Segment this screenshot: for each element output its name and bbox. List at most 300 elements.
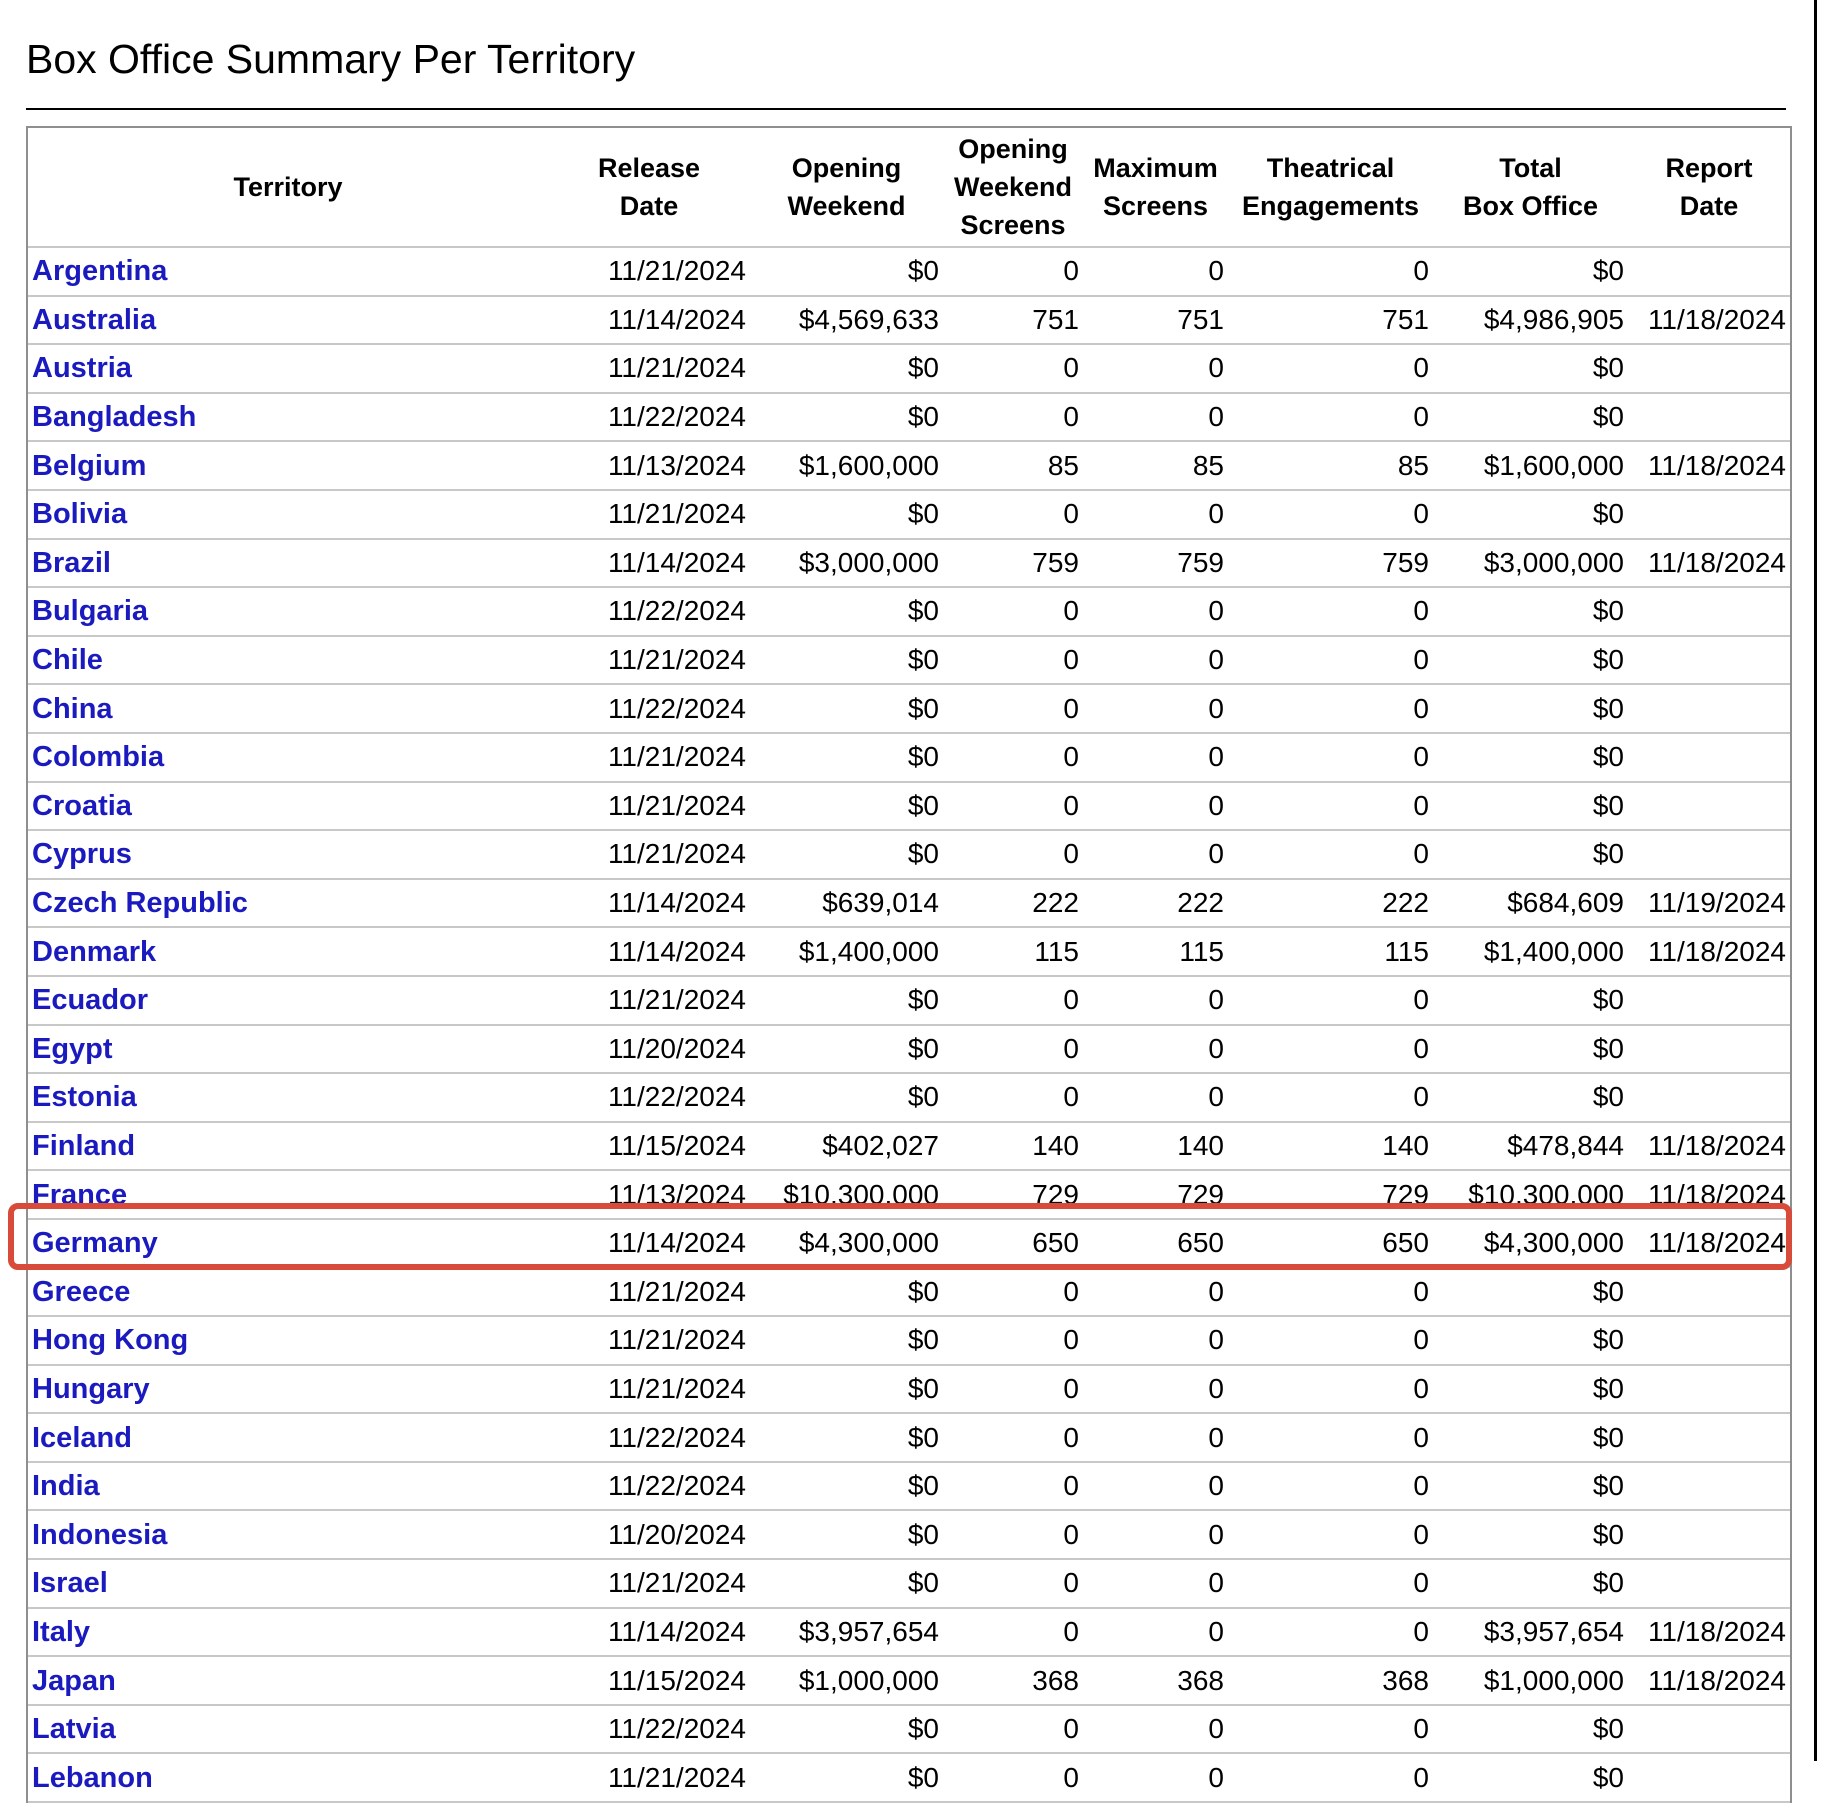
opening-weekend-cell: $0: [750, 1560, 943, 1609]
territory-cell: [28, 783, 548, 832]
territory-link[interactable]: Chile: [32, 644, 103, 677]
theatrical-engagements-cell: 0: [1228, 491, 1433, 540]
theatrical-engagements-cell: 0: [1228, 831, 1433, 880]
theatrical-engagements-cell: 0: [1228, 783, 1433, 832]
opening-weekend-screens-cell: 0: [943, 637, 1083, 686]
release-date-cell: 11/21/2024: [548, 345, 750, 394]
territory-link[interactable]: Estonia: [32, 1081, 137, 1114]
release-date-cell: 11/14/2024: [548, 928, 750, 977]
release-date-cell: 11/15/2024: [548, 1123, 750, 1172]
report-date-cell: [1628, 1026, 1790, 1075]
report-date-cell: [1628, 1268, 1790, 1317]
release-date-cell: 11/21/2024: [548, 491, 750, 540]
opening-weekend-cell: $0: [750, 1268, 943, 1317]
territory-link[interactable]: Bangladesh: [32, 401, 197, 434]
opening-weekend-cell: $0: [750, 345, 943, 394]
territory-link[interactable]: India: [32, 1470, 100, 1503]
territory-link[interactable]: Bolivia: [32, 498, 128, 531]
report-date-cell: [1628, 783, 1790, 832]
release-date-cell: 11/21/2024: [548, 1560, 750, 1609]
report-date-cell: 11/18/2024: [1628, 540, 1790, 589]
territory-link[interactable]: Denmark: [32, 935, 157, 968]
report-date-cell: [1628, 1463, 1790, 1512]
theatrical-engagements-cell: 0: [1228, 1706, 1433, 1755]
territory-link[interactable]: Indonesia: [32, 1518, 168, 1551]
total-box-office-cell: $0: [1433, 1754, 1628, 1803]
territory-link[interactable]: Germany: [32, 1227, 158, 1260]
opening-weekend-screens-cell: 368: [943, 1657, 1083, 1706]
table-row: [28, 1026, 1790, 1075]
territory-link[interactable]: Ecuador: [32, 984, 149, 1017]
territory-cell: [28, 831, 548, 880]
table-row: [28, 928, 1790, 977]
report-date-cell: 11/18/2024: [1628, 1220, 1790, 1269]
territory-cell: [28, 1074, 548, 1123]
territory-link[interactable]: Argentina: [32, 255, 168, 288]
maximum-screens-cell: 0: [1083, 1074, 1228, 1123]
maximum-screens-cell: 0: [1083, 734, 1228, 783]
territory-cell: [28, 442, 548, 491]
territory-link[interactable]: Japan: [32, 1664, 116, 1697]
maximum-screens-cell: 85: [1083, 442, 1228, 491]
release-date-cell: 11/22/2024: [548, 1414, 750, 1463]
opening-weekend-cell: $402,027: [750, 1123, 943, 1172]
total-box-office-cell: $3,957,654: [1433, 1609, 1628, 1658]
total-box-office-cell: $0: [1433, 1414, 1628, 1463]
opening-weekend-cell: $4,569,633: [750, 297, 943, 346]
report-date-cell: [1628, 977, 1790, 1026]
header-opening-weekend-screens: Opening Weekend Screens: [943, 128, 1083, 248]
table-body: [28, 248, 1790, 1803]
table-row: [28, 1463, 1790, 1512]
territory-cell: [28, 1268, 548, 1317]
territory-link[interactable]: Brazil: [32, 546, 111, 579]
release-date-cell: 11/14/2024: [548, 297, 750, 346]
opening-weekend-screens-cell: 759: [943, 540, 1083, 589]
opening-weekend-cell: $0: [750, 1754, 943, 1803]
release-date-cell: 11/21/2024: [548, 1317, 750, 1366]
maximum-screens-cell: 0: [1083, 831, 1228, 880]
report-date-cell: 11/18/2024: [1628, 1609, 1790, 1658]
opening-weekend-screens-cell: 222: [943, 880, 1083, 929]
table-row: [28, 1366, 1790, 1415]
theatrical-engagements-cell: 0: [1228, 248, 1433, 297]
territory-cell: [28, 540, 548, 589]
territory-link[interactable]: China: [32, 692, 113, 725]
report-date-cell: 11/18/2024: [1628, 297, 1790, 346]
release-date-cell: 11/14/2024: [548, 1609, 750, 1658]
territory-link[interactable]: France: [32, 1178, 128, 1211]
release-date-cell: 11/15/2024: [548, 1657, 750, 1706]
table-row: [28, 1123, 1790, 1172]
release-date-cell: 11/21/2024: [548, 1366, 750, 1415]
opening-weekend-screens-cell: 0: [943, 588, 1083, 637]
territory-cell: [28, 1754, 548, 1803]
territory-link[interactable]: Egypt: [32, 1032, 113, 1065]
maximum-screens-cell: 0: [1083, 345, 1228, 394]
theatrical-engagements-cell: 0: [1228, 1511, 1433, 1560]
territory-link[interactable]: Greece: [32, 1275, 131, 1308]
territory-link[interactable]: Hong Kong: [32, 1324, 189, 1357]
opening-weekend-screens-cell: 0: [943, 734, 1083, 783]
total-box-office-cell: $0: [1433, 588, 1628, 637]
total-box-office-cell: $0: [1433, 248, 1628, 297]
opening-weekend-cell: $0: [750, 1511, 943, 1560]
release-date-cell: 11/21/2024: [548, 783, 750, 832]
report-date-cell: 11/18/2024: [1628, 1123, 1790, 1172]
table-row: [28, 491, 1790, 540]
total-box-office-cell: $0: [1433, 977, 1628, 1026]
total-box-office-cell: $0: [1433, 1463, 1628, 1512]
total-box-office-cell: $0: [1433, 685, 1628, 734]
theatrical-engagements-cell: 0: [1228, 1414, 1433, 1463]
theatrical-engagements-cell: 0: [1228, 1268, 1433, 1317]
table-row: [28, 1317, 1790, 1366]
opening-weekend-screens-cell: 0: [943, 1463, 1083, 1512]
opening-weekend-screens-cell: 0: [943, 1511, 1083, 1560]
opening-weekend-cell: $0: [750, 1414, 943, 1463]
opening-weekend-screens-cell: 0: [943, 1414, 1083, 1463]
theatrical-engagements-cell: 140: [1228, 1123, 1433, 1172]
total-box-office-cell: $10,300,000: [1433, 1171, 1628, 1220]
table-row: [28, 783, 1790, 832]
table-row: [28, 637, 1790, 686]
table-row: [28, 1074, 1790, 1123]
theatrical-engagements-cell: 729: [1228, 1171, 1433, 1220]
report-date-cell: [1628, 1074, 1790, 1123]
report-date-cell: [1628, 1317, 1790, 1366]
territory-link[interactable]: Colombia: [32, 741, 165, 774]
territory-cell: [28, 1511, 548, 1560]
total-box-office-cell: $3,000,000: [1433, 540, 1628, 589]
opening-weekend-cell: $0: [750, 248, 943, 297]
territory-cell: [28, 685, 548, 734]
table-row: [28, 1171, 1790, 1220]
title-divider: [26, 108, 1786, 110]
total-box-office-cell: $684,609: [1433, 880, 1628, 929]
report-date-cell: 11/19/2024: [1628, 880, 1790, 929]
total-box-office-cell: $0: [1433, 491, 1628, 540]
release-date-cell: 11/13/2024: [548, 442, 750, 491]
report-date-cell: 11/18/2024: [1628, 442, 1790, 491]
territory-cell: [28, 491, 548, 540]
territory-cell: [28, 734, 548, 783]
territory-cell: [28, 1220, 548, 1269]
opening-weekend-cell: $639,014: [750, 880, 943, 929]
maximum-screens-cell: 0: [1083, 1754, 1228, 1803]
territory-cell: [28, 1123, 548, 1172]
release-date-cell: 11/21/2024: [548, 977, 750, 1026]
opening-weekend-screens-cell: 85: [943, 442, 1083, 491]
territory-link[interactable]: Hungary: [32, 1372, 150, 1405]
opening-weekend-screens-cell: 0: [943, 831, 1083, 880]
opening-weekend-screens-cell: 0: [943, 394, 1083, 443]
maximum-screens-cell: 140: [1083, 1123, 1228, 1172]
theatrical-engagements-cell: 0: [1228, 734, 1433, 783]
opening-weekend-screens-cell: 140: [943, 1123, 1083, 1172]
maximum-screens-cell: 115: [1083, 928, 1228, 977]
table-row: [28, 248, 1790, 297]
table-row: [28, 1414, 1790, 1463]
release-date-cell: 11/22/2024: [548, 1074, 750, 1123]
opening-weekend-cell: $0: [750, 1026, 943, 1075]
report-date-cell: 11/18/2024: [1628, 1171, 1790, 1220]
release-date-cell: 11/20/2024: [548, 1511, 750, 1560]
opening-weekend-screens-cell: 0: [943, 1609, 1083, 1658]
theatrical-engagements-cell: 0: [1228, 1754, 1433, 1803]
release-date-cell: 11/21/2024: [548, 1268, 750, 1317]
report-date-cell: [1628, 1560, 1790, 1609]
territory-link[interactable]: Latvia: [32, 1713, 116, 1746]
release-date-cell: 11/22/2024: [548, 1706, 750, 1755]
report-date-cell: [1628, 248, 1790, 297]
header-report-date: Report Date: [1628, 128, 1790, 248]
total-box-office-cell: $0: [1433, 783, 1628, 832]
theatrical-engagements-cell: 0: [1228, 588, 1433, 637]
theatrical-engagements-cell: 0: [1228, 1317, 1433, 1366]
maximum-screens-cell: 0: [1083, 783, 1228, 832]
table-row: [28, 297, 1790, 346]
theatrical-engagements-cell: 85: [1228, 442, 1433, 491]
maximum-screens-cell: 0: [1083, 394, 1228, 443]
table-row: [28, 1220, 1790, 1269]
release-date-cell: 11/22/2024: [548, 394, 750, 443]
theatrical-engagements-cell: 368: [1228, 1657, 1433, 1706]
theatrical-engagements-cell: 0: [1228, 1609, 1433, 1658]
opening-weekend-screens-cell: 0: [943, 685, 1083, 734]
opening-weekend-cell: $0: [750, 783, 943, 832]
territory-link[interactable]: Finland: [32, 1129, 136, 1162]
maximum-screens-cell: 0: [1083, 248, 1228, 297]
territory-cell: [28, 928, 548, 977]
table-header-row: [28, 128, 1790, 248]
territory-cell: [28, 977, 548, 1026]
table-row: [28, 540, 1790, 589]
total-box-office-cell: $0: [1433, 831, 1628, 880]
header-territory: Territory: [28, 128, 548, 248]
opening-weekend-cell: $0: [750, 1463, 943, 1512]
territory-link[interactable]: Croatia: [32, 789, 132, 822]
maximum-screens-cell: 759: [1083, 540, 1228, 589]
theatrical-engagements-cell: 0: [1228, 394, 1433, 443]
total-box-office-cell: $0: [1433, 1511, 1628, 1560]
total-box-office-cell: $1,000,000: [1433, 1657, 1628, 1706]
territory-link[interactable]: Lebanon: [32, 1761, 153, 1794]
table-row: [28, 588, 1790, 637]
release-date-cell: 11/21/2024: [548, 831, 750, 880]
table-row: [28, 685, 1790, 734]
report-date-cell: [1628, 831, 1790, 880]
table-row: [28, 831, 1790, 880]
opening-weekend-cell: $0: [750, 977, 943, 1026]
total-box-office-cell: $0: [1433, 1074, 1628, 1123]
opening-weekend-screens-cell: 115: [943, 928, 1083, 977]
release-date-cell: 11/22/2024: [548, 588, 750, 637]
table-row: [28, 977, 1790, 1026]
territory-link[interactable]: Israel: [32, 1567, 108, 1600]
territory-link[interactable]: Iceland: [32, 1421, 132, 1454]
theatrical-engagements-cell: 0: [1228, 1026, 1433, 1075]
maximum-screens-cell: 0: [1083, 1511, 1228, 1560]
maximum-screens-cell: 0: [1083, 1026, 1228, 1075]
territory-link[interactable]: Cyprus: [32, 838, 132, 871]
territory-link[interactable]: Austria: [32, 352, 132, 385]
territory-link[interactable]: Italy: [32, 1615, 91, 1648]
maximum-screens-cell: 0: [1083, 1268, 1228, 1317]
territory-cell: [28, 1026, 548, 1075]
territory-cell: [28, 637, 548, 686]
report-date-cell: [1628, 1754, 1790, 1803]
opening-weekend-cell: $0: [750, 491, 943, 540]
opening-weekend-screens-cell: 0: [943, 1268, 1083, 1317]
report-date-cell: [1628, 345, 1790, 394]
table-row: [28, 1706, 1790, 1755]
theatrical-engagements-cell: 0: [1228, 345, 1433, 394]
opening-weekend-cell: $3,000,000: [750, 540, 943, 589]
theatrical-engagements-cell: 759: [1228, 540, 1433, 589]
release-date-cell: 11/13/2024: [548, 1171, 750, 1220]
opening-weekend-cell: $1,000,000: [750, 1657, 943, 1706]
total-box-office-cell: $0: [1433, 1268, 1628, 1317]
opening-weekend-cell: $0: [750, 637, 943, 686]
total-box-office-cell: $0: [1433, 1706, 1628, 1755]
theatrical-engagements-cell: 0: [1228, 977, 1433, 1026]
total-box-office-cell: $0: [1433, 1026, 1628, 1075]
opening-weekend-cell: $0: [750, 1074, 943, 1123]
theatrical-engagements-cell: 0: [1228, 637, 1433, 686]
opening-weekend-cell: $0: [750, 1706, 943, 1755]
opening-weekend-screens-cell: 729: [943, 1171, 1083, 1220]
territory-link[interactable]: Czech Republic: [32, 887, 248, 920]
theatrical-engagements-cell: 115: [1228, 928, 1433, 977]
opening-weekend-cell: $1,600,000: [750, 442, 943, 491]
maximum-screens-cell: 0: [1083, 1414, 1228, 1463]
report-date-cell: [1628, 1414, 1790, 1463]
maximum-screens-cell: 729: [1083, 1171, 1228, 1220]
opening-weekend-cell: $0: [750, 685, 943, 734]
release-date-cell: 11/14/2024: [548, 540, 750, 589]
territory-cell: [28, 1414, 548, 1463]
header-total-box-office: Total Box Office: [1433, 128, 1628, 248]
theatrical-engagements-cell: 0: [1228, 1463, 1433, 1512]
release-date-cell: 11/14/2024: [548, 1220, 750, 1269]
territory-link[interactable]: Australia: [32, 303, 157, 336]
total-box-office-cell: $0: [1433, 637, 1628, 686]
territory-link[interactable]: Bulgaria: [32, 595, 149, 628]
territory-cell: [28, 297, 548, 346]
report-date-cell: [1628, 588, 1790, 637]
release-date-cell: 11/22/2024: [548, 685, 750, 734]
header-theatrical-engagements: Theatrical Engagements: [1228, 128, 1433, 248]
total-box-office-cell: $0: [1433, 345, 1628, 394]
table-row: [28, 394, 1790, 443]
opening-weekend-screens-cell: 0: [943, 1317, 1083, 1366]
opening-weekend-cell: $1,400,000: [750, 928, 943, 977]
page-title: Box Office Summary Per Territory: [26, 36, 636, 82]
page-scrollbar-edge: [1814, 0, 1817, 1761]
report-date-cell: [1628, 734, 1790, 783]
report-date-cell: [1628, 394, 1790, 443]
total-box-office-cell: $0: [1433, 1317, 1628, 1366]
table-row: [28, 1609, 1790, 1658]
territory-cell: [28, 394, 548, 443]
theatrical-engagements-cell: 0: [1228, 1074, 1433, 1123]
report-date-cell: 11/18/2024: [1628, 1657, 1790, 1706]
opening-weekend-cell: $10,300,000: [750, 1171, 943, 1220]
maximum-screens-cell: 0: [1083, 1366, 1228, 1415]
report-date-cell: [1628, 1366, 1790, 1415]
opening-weekend-cell: $0: [750, 394, 943, 443]
maximum-screens-cell: 222: [1083, 880, 1228, 929]
table-row: [28, 734, 1790, 783]
opening-weekend-screens-cell: 0: [943, 977, 1083, 1026]
territory-cell: [28, 1657, 548, 1706]
header-maximum-screens: Maximum Screens: [1083, 128, 1228, 248]
opening-weekend-screens-cell: 0: [943, 1026, 1083, 1075]
maximum-screens-cell: 0: [1083, 977, 1228, 1026]
territory-cell: [28, 1317, 548, 1366]
theatrical-engagements-cell: 751: [1228, 297, 1433, 346]
opening-weekend-screens-cell: 0: [943, 1754, 1083, 1803]
opening-weekend-cell: $3,957,654: [750, 1609, 943, 1658]
table-row: [28, 442, 1790, 491]
territory-cell: [28, 1609, 548, 1658]
theatrical-engagements-cell: 650: [1228, 1220, 1433, 1269]
table-row: [28, 1511, 1790, 1560]
territory-cell: [28, 1560, 548, 1609]
opening-weekend-screens-cell: 751: [943, 297, 1083, 346]
opening-weekend-screens-cell: 0: [943, 1366, 1083, 1415]
opening-weekend-screens-cell: 0: [943, 783, 1083, 832]
opening-weekend-cell: $0: [750, 588, 943, 637]
territory-cell: [28, 248, 548, 297]
report-date-cell: [1628, 491, 1790, 540]
opening-weekend-screens-cell: 0: [943, 1706, 1083, 1755]
territory-cell: [28, 588, 548, 637]
release-date-cell: 11/20/2024: [548, 1026, 750, 1075]
opening-weekend-cell: $0: [750, 1317, 943, 1366]
release-date-cell: 11/21/2024: [548, 248, 750, 297]
table-row: [28, 1560, 1790, 1609]
report-date-cell: [1628, 637, 1790, 686]
release-date-cell: 11/21/2024: [548, 637, 750, 686]
table-row: [28, 1268, 1790, 1317]
theatrical-engagements-cell: 0: [1228, 1366, 1433, 1415]
theatrical-engagements-cell: 222: [1228, 880, 1433, 929]
header-release-date: Release Date: [548, 128, 750, 248]
report-date-cell: 11/18/2024: [1628, 928, 1790, 977]
maximum-screens-cell: 0: [1083, 1706, 1228, 1755]
total-box-office-cell: $0: [1433, 734, 1628, 783]
table-row: [28, 1754, 1790, 1803]
maximum-screens-cell: 0: [1083, 1317, 1228, 1366]
maximum-screens-cell: 0: [1083, 1609, 1228, 1658]
territory-cell: [28, 1463, 548, 1512]
total-box-office-cell: $0: [1433, 1366, 1628, 1415]
total-box-office-cell: $1,600,000: [1433, 442, 1628, 491]
table-row: [28, 345, 1790, 394]
table-row: [28, 1657, 1790, 1706]
table-scroll-area[interactable]: [26, 126, 1788, 1794]
territory-cell: [28, 1366, 548, 1415]
opening-weekend-screens-cell: 0: [943, 248, 1083, 297]
opening-weekend-cell: $0: [750, 1366, 943, 1415]
maximum-screens-cell: 0: [1083, 637, 1228, 686]
territory-cell: [28, 1171, 548, 1220]
total-box-office-cell: $0: [1433, 394, 1628, 443]
territory-link[interactable]: Belgium: [32, 449, 147, 482]
opening-weekend-screens-cell: 0: [943, 1074, 1083, 1123]
